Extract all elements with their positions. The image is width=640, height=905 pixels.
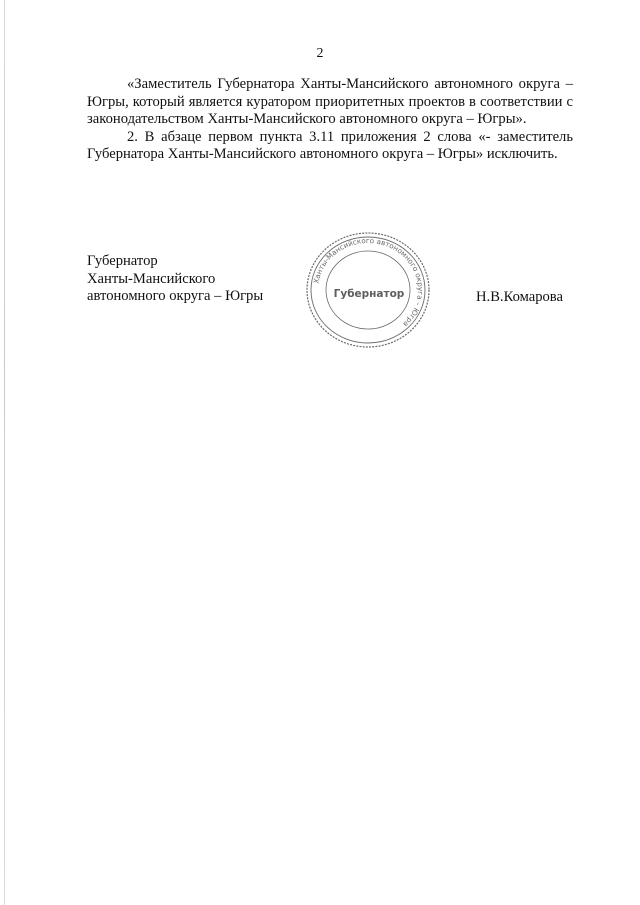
seal-center-text: Губернатор <box>333 288 405 300</box>
signatory-title <box>87 253 307 306</box>
document-body <box>87 76 573 164</box>
scan-edge <box>4 0 5 905</box>
seal-ring-text: Ханты-Мансийского автономного округа – Югра <box>311 235 426 329</box>
signatory-title-line-1: Губернатор <box>87 253 158 269</box>
paragraph-1: «Заместитель Губернатора Ханты-Мансийского автономного округа – Югры, который является куратором приоритетных проектов в соответствии с законодательством Ханты-Мансийского автономного округа – Югры». <box>87 76 573 128</box>
signatory-name: Н.В.Комарова <box>476 289 563 305</box>
signatory-title-line-3: автономного округа – Югры <box>87 288 264 305</box>
page-number: 2 <box>316 46 324 61</box>
official-seal-stamp <box>303 229 433 351</box>
paragraph-2: 2. В абзаце первом пункта 3.11 приложения 2 слова «- заместитель Губернатора Ханты-Мансийского автономного округа – Югры» исключить. <box>87 128 573 163</box>
signatory-title-line-2: Ханты-Мансийского <box>87 270 216 287</box>
